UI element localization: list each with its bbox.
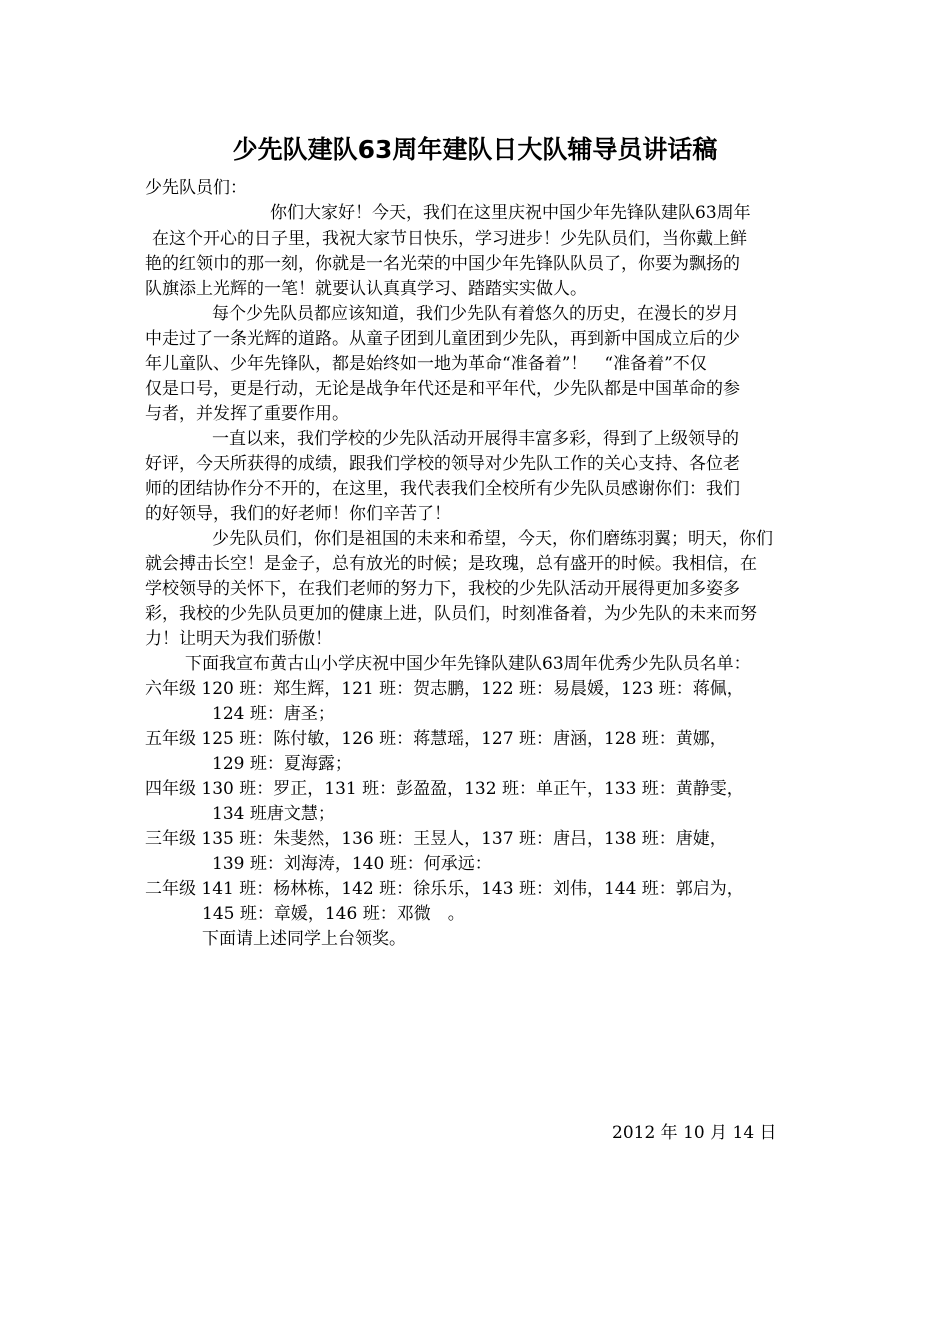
grade3-line1: 三年级 135 班：朱斐然，136 班：王昱人，137 班：唐吕，138 班：唐婕， — [145, 829, 727, 849]
para4-line4: 彩，我校的少先队员更加的健康上进，队员们，时刻准备着，为少先队的未来而努 — [145, 604, 757, 624]
para2-line1: 每个少先队员都应该知道，我们少先队有着悠久的历史，在漫长的岁月 — [212, 304, 739, 324]
grade5-line2: 129 班：夏海露； — [212, 754, 352, 774]
para4-line5: 力！让明天为我们骄傲！ — [145, 629, 332, 649]
salutation: 少先队员们： — [145, 178, 247, 198]
para2-line3: 年儿童队、少年先锋队，都是始终如一地为革命“准备着”！ “准备着”不仅 — [145, 354, 707, 374]
para1-line1: 你们大家好！今天，我们在这里庆祝中国少年先锋队建队63周年 — [270, 203, 751, 223]
grade6-line1: 六年级 120 班：郑生辉，121 班：贺志鹏，122 班：易晨媛，123 班：蒋佩， — [145, 679, 744, 699]
para2-line5: 与者，并发挥了重要作用。 — [145, 404, 349, 424]
closing-line: 下面请上述同学上台领奖。 — [202, 929, 406, 949]
grade5-line1: 五年级 125 班：陈付敏，126 班：蒋慧瑶，127 班：唐涵，128 班：黄娜， — [145, 729, 727, 749]
para1-line2: 在这个开心的日子里，我祝大家节日快乐，学习进步！少先队员们，当你戴上鲜 — [152, 229, 747, 249]
para1-line3: 艳的红领巾的那一刻，你就是一名光荣的中国少年先锋队队员了，你要为飘扬的 — [145, 254, 740, 274]
para4-line2: 就会搏击长空！是金子，总有放光的时候；是玫瑰，总有盛开的时候。我相信，在 — [145, 554, 757, 574]
para4-line3: 学校领导的关怀下，在我们老师的努力下，我校的少先队活动开展得更加多姿多 — [145, 579, 740, 599]
para1-line4: 队旗添上光辉的一笔！就要认认真真学习、踏踏实实做人。 — [145, 279, 587, 299]
para3-line2: 好评，今天所获得的成绩，跟我们学校的领导对少先队工作的关心支持、各位老 — [145, 454, 740, 474]
grade2-line1: 二年级 141 班：杨林栋，142 班：徐乐乐，143 班：刘伟，144 班：郭启为， — [145, 879, 744, 899]
para4-line1: 少先队员们，你们是祖国的未来和希望，今天，你们磨练羽翼；明天，你们 — [212, 529, 773, 549]
para2-line2: 中走过了一条光辉的道路。从童子团到儿童团到少先队，再到新中国成立后的少 — [145, 329, 740, 349]
grade3-line2: 139 班：刘海涛，140 班：何承远： — [212, 854, 492, 874]
grade6-line2: 124 班：唐圣； — [212, 704, 335, 724]
para3-line3: 师的团结协作分不开的，在这里，我代表我们全校所有少先队员感谢你们：我们 — [145, 479, 740, 499]
para3-line4: 的好领导，我们的好老师！你们辛苦了！ — [145, 504, 451, 524]
grade4-line1: 四年级 130 班：罗正，131 班：彭盈盈，132 班：单正午，133 班：黄静雯， — [145, 779, 744, 799]
document-title: 少先队建队63周年建队日大队辅导员讲话稿 — [232, 135, 718, 164]
grade4-line2: 134 班唐文慧； — [212, 804, 335, 824]
para2-line4: 仅是口号，更是行动，无论是战争年代还是和平年代，少先队都是中国革命的参 — [145, 379, 740, 399]
document-date: 2012 年 10 月 14 日 — [612, 1123, 777, 1143]
announcement: 下面我宣布黄古山小学庆祝中国少年先锋队建队63周年优秀少先队员名单： — [185, 654, 751, 674]
para3-line1: 一直以来，我们学校的少先队活动开展得丰富多彩，得到了上级领导的 — [212, 429, 739, 449]
grade2-line2: 145 班：章媛，146 班：邓微 。 — [202, 904, 465, 924]
